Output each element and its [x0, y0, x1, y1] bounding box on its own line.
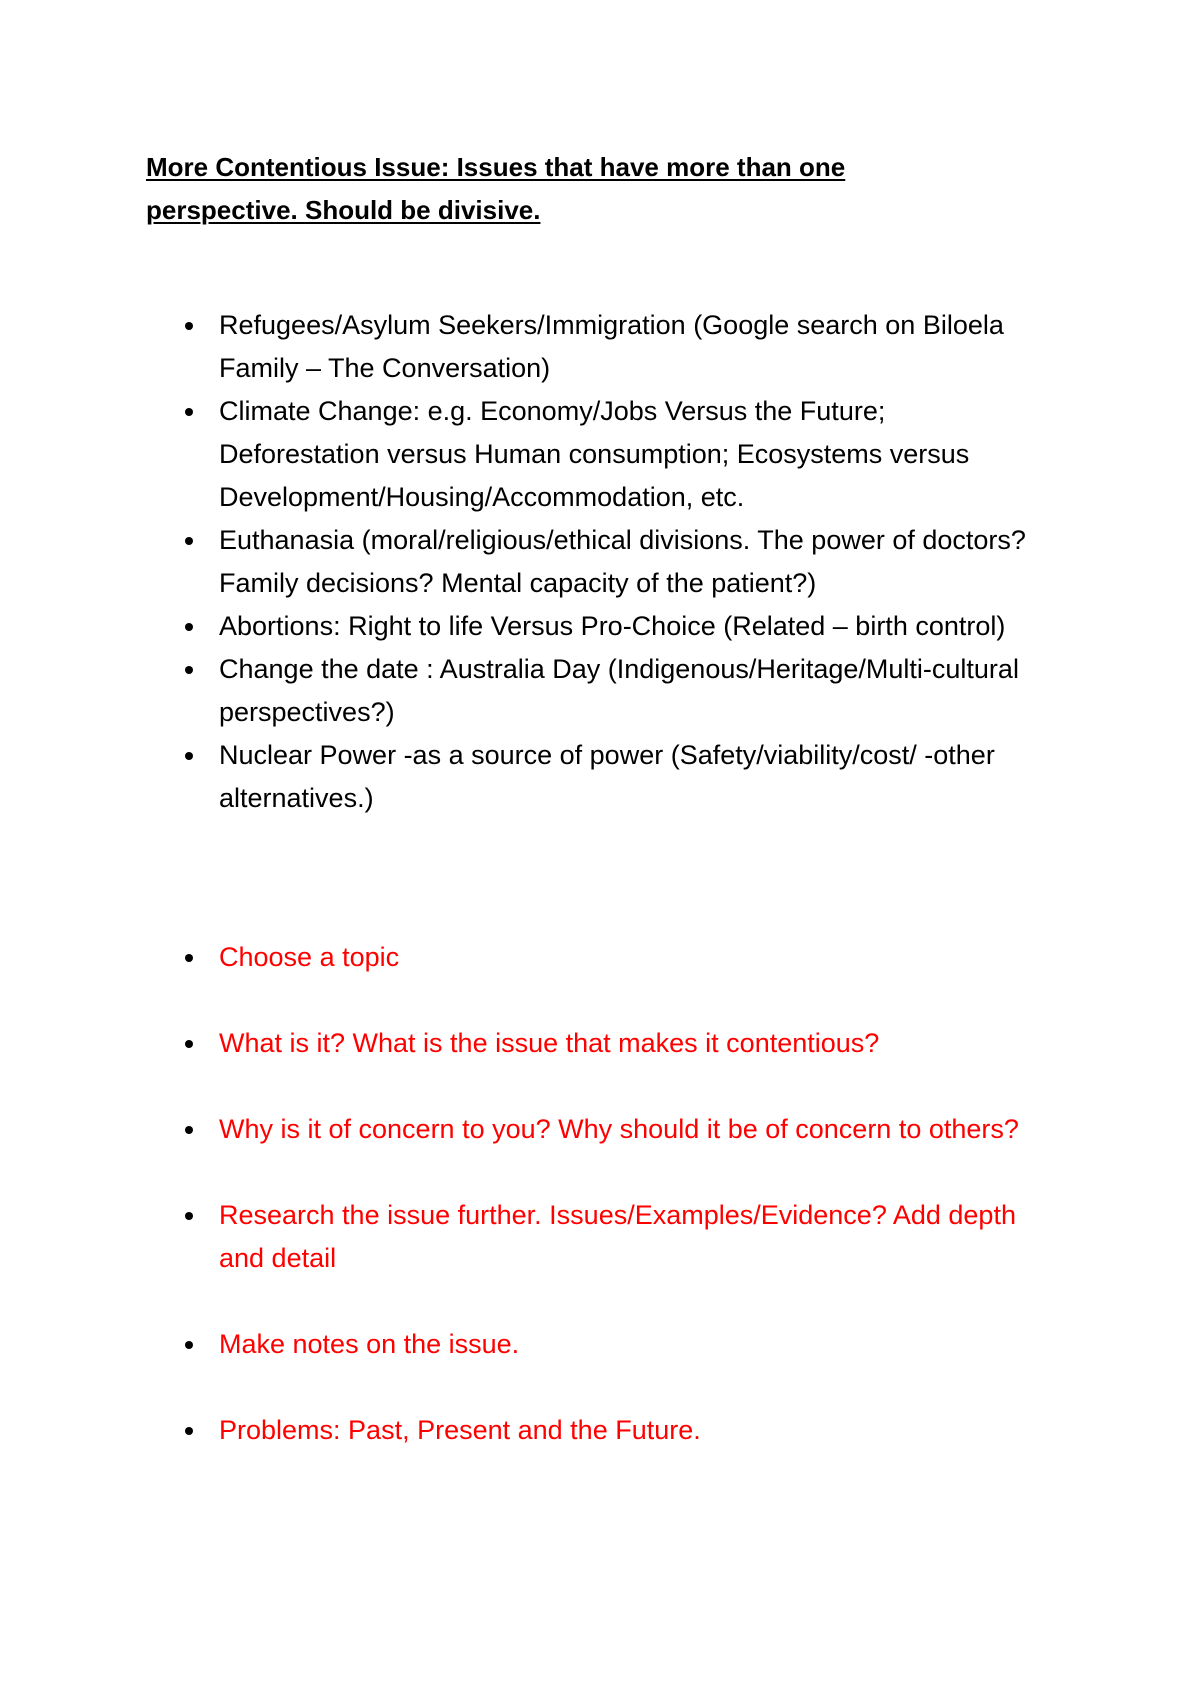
bullet-icon	[185, 1040, 193, 1048]
bullet-icon	[185, 666, 193, 674]
bullet-icon	[185, 322, 193, 330]
task-item	[0, 1323, 1039, 1366]
task-text: Make notes on the issue.	[219, 1329, 520, 1359]
topic-item	[0, 304, 1039, 390]
heading-line-2: perspective. Should be divisive.	[146, 195, 541, 225]
topic-item	[0, 519, 1039, 605]
bullet-icon	[185, 1341, 193, 1349]
task-text: Problems: Past, Present and the Future.	[219, 1415, 701, 1445]
task-item	[0, 1409, 1039, 1452]
task-text: Why is it of concern to you? Why should it be of concern to others?	[219, 1114, 1019, 1144]
topic-item	[0, 605, 1039, 648]
task-text: Research the issue further. Issues/Examples/Evidence? Add depth and detail	[219, 1200, 1016, 1273]
bullet-icon	[185, 752, 193, 760]
topic-text: Abortions: Right to life Versus Pro-Choice (Related – birth control)	[219, 611, 1006, 641]
task-list	[0, 936, 1039, 1495]
bullet-icon	[185, 1212, 193, 1220]
topic-text: Euthanasia (moral/religious/ethical divisions. The power of doctors? Family decisions? Mental capacity of the patient?)	[219, 525, 1026, 598]
task-item	[0, 1108, 1039, 1151]
task-item	[0, 1022, 1039, 1065]
topic-text: Climate Change: e.g. Economy/Jobs Versus the Future; Deforestation versus Human consumption; Ecosystems versus Development/Housing/Accommodation, etc.	[219, 396, 970, 512]
task-text: What is it? What is the issue that makes it contentious?	[219, 1028, 880, 1058]
topic-item	[0, 734, 1039, 820]
topic-text: Refugees/Asylum Seekers/Immigration (Google search on Biloela Family – The Conversation)	[219, 310, 1004, 383]
task-item	[0, 936, 1039, 979]
heading-line-1: More Contentious Issue: Issues that have more than one	[146, 152, 846, 182]
topic-item	[0, 648, 1039, 734]
bullet-icon	[185, 537, 193, 545]
bullet-icon	[185, 1427, 193, 1435]
bullet-icon	[185, 408, 193, 416]
topic-item	[0, 390, 1039, 519]
document-heading	[146, 146, 1046, 232]
bullet-icon	[185, 1126, 193, 1134]
topic-text: Nuclear Power -as a source of power (Safety/viability/cost/ -other alternatives.)	[219, 740, 995, 813]
task-text: Choose a topic	[219, 942, 400, 972]
bullet-icon	[185, 954, 193, 962]
topic-list	[0, 304, 1039, 820]
topic-text: Change the date : Australia Day (Indigenous/Heritage/Multi-cultural perspectives?)	[219, 654, 1019, 727]
bullet-icon	[185, 623, 193, 631]
task-item	[0, 1194, 1039, 1280]
